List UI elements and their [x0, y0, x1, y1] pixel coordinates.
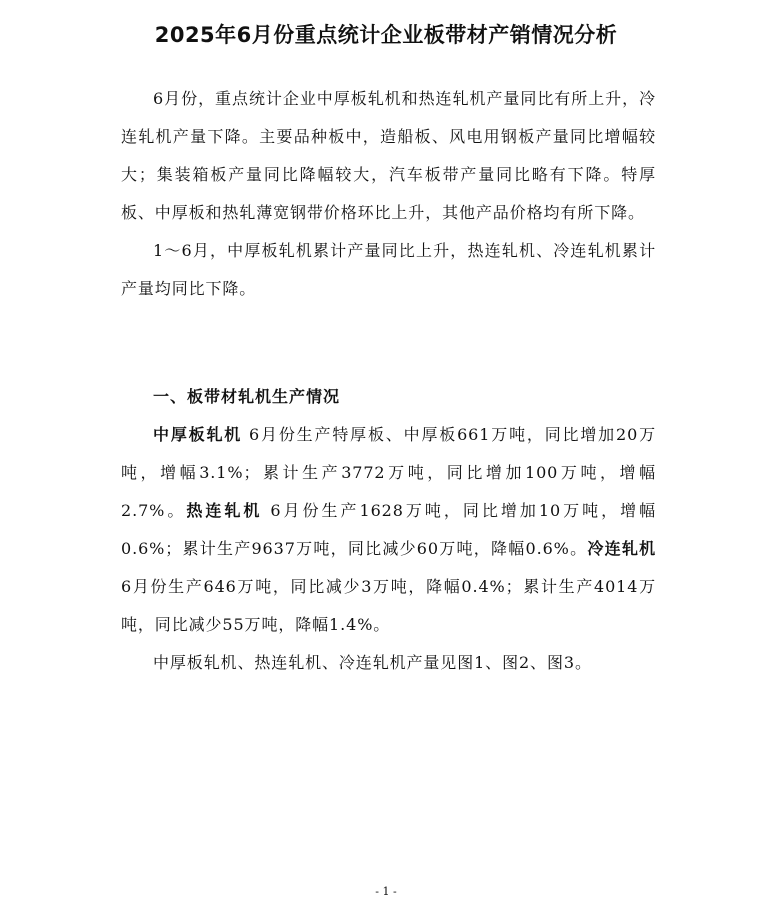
mill-text-hot-strip: 6月份生产1628万吨，同比增加10万吨，增幅0.6%；累计生产9637万吨，同比减少60万吨，降幅0.6%。 — [121, 501, 656, 558]
page-number: - 1 - — [375, 885, 397, 898]
mill-name-cold-strip: 冷连轧机 — [587, 539, 656, 558]
section-1 — [121, 378, 656, 682]
intro-section — [121, 80, 656, 308]
intro-paragraph-2: 1～6月，中厚板轧机累计产量同比上升，热连轧机、冷连轧机累计产量均同比下降。 — [121, 241, 656, 298]
mill-name-plate: 中厚板轧机 — [153, 425, 243, 444]
document-title: 2025年6月份重点统计企业板带材产销情况分析 — [154, 23, 618, 47]
section-1-heading: 一、板带材轧机生产情况 — [153, 387, 341, 406]
figures-note: 中厚板轧机、热连轧机、冷连轧机产量见图1、图2、图3。 — [153, 653, 592, 672]
mill-text-cold-strip: 6月份生产646万吨，同比减少3万吨，降幅0.4%；累计生产4014万吨，同比减少55万吨，降幅1.4%。 — [121, 577, 656, 634]
intro-paragraph-1: 6月份，重点统计企业中厚板轧机和热连轧机产量同比有所上升，冷连轧机产量下降。主要品种板中，造船板、风电用钢板产量同比增幅较大；集装箱板产量同比降幅较大，汽车板带产量同比略有下降。特厚板、中厚板和热轧薄宽钢带价格环比上升，其他产品价格均有所下降。 — [121, 89, 656, 222]
mill-name-hot-strip: 热连轧机 — [186, 501, 263, 520]
mill-production-paragraph — [121, 416, 656, 644]
mill-text-plate: 6月份生产特厚板、中厚板661万吨，同比增加20万吨，增幅3.1%；累计生产3772万吨，同比增加100万吨，增幅2.7%。 — [121, 425, 656, 520]
